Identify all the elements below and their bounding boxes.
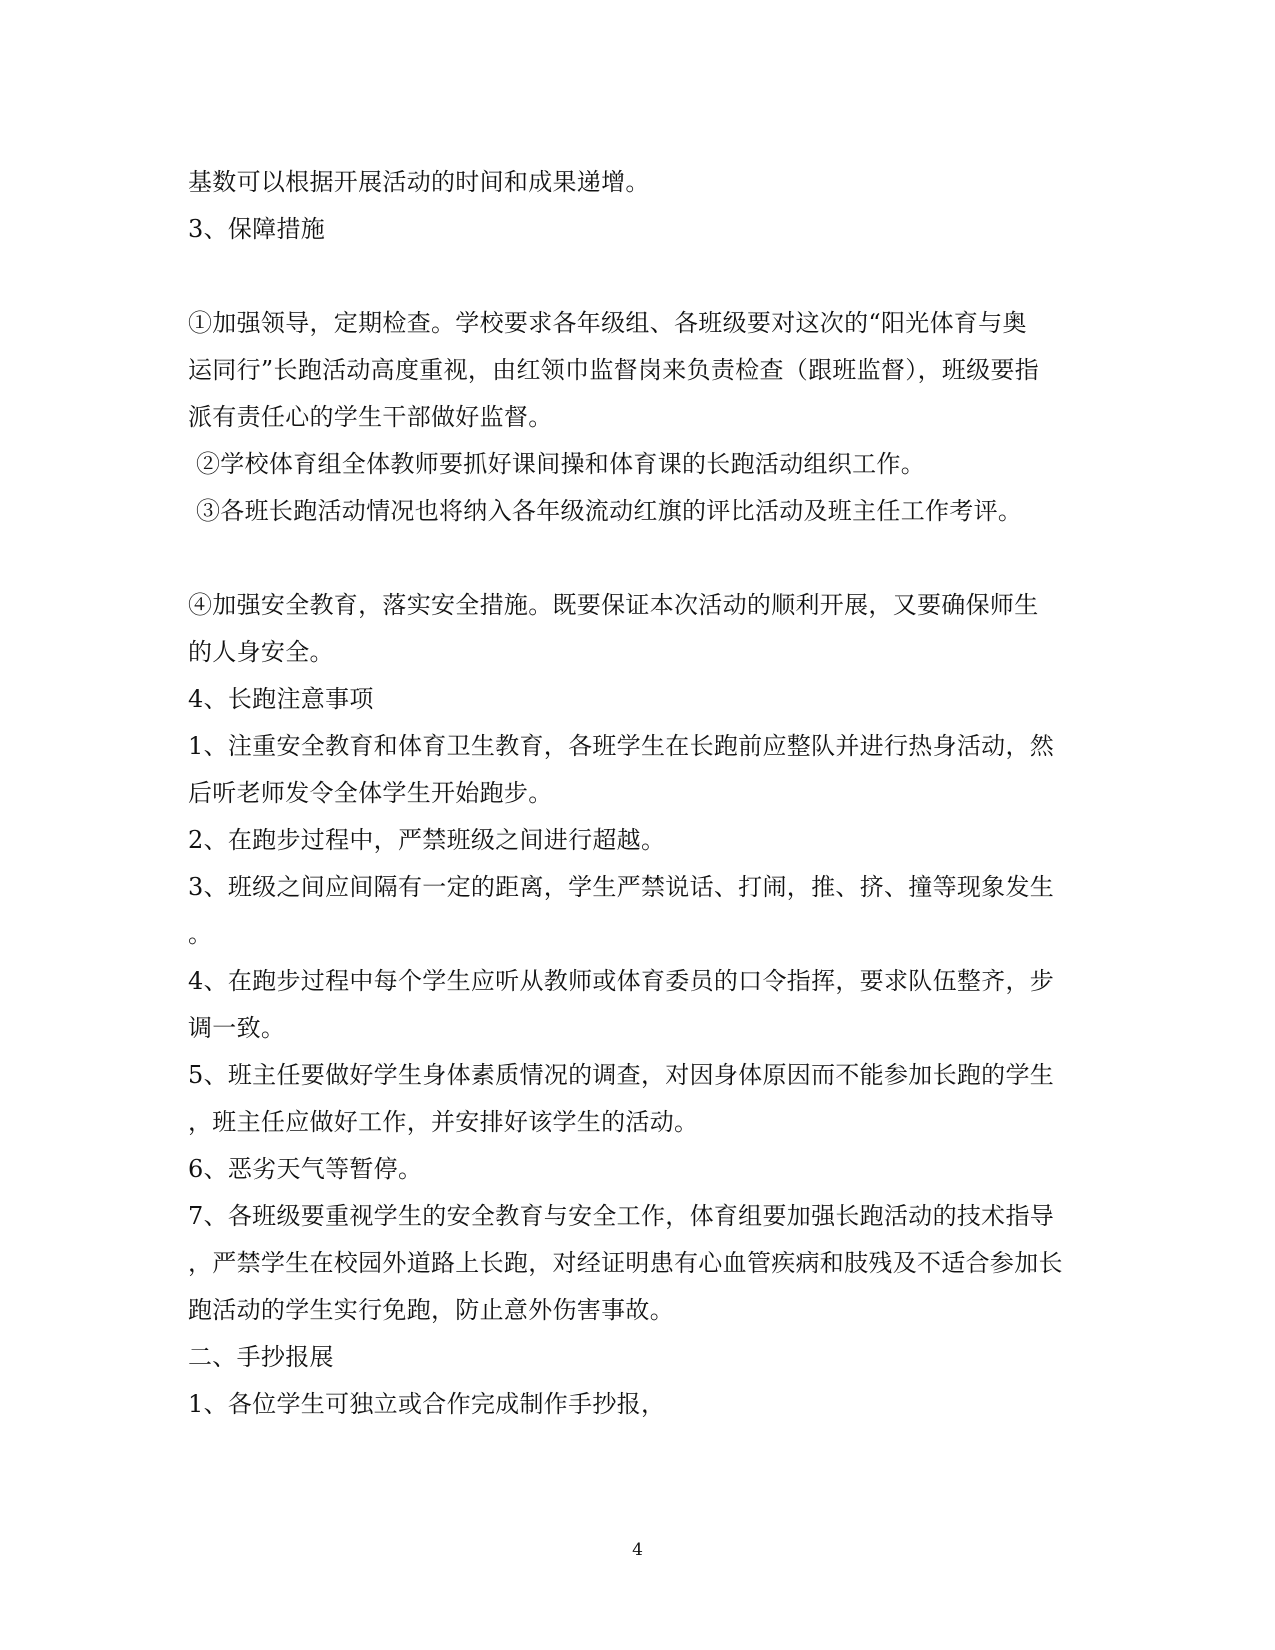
text-line: 。	[188, 920, 213, 948]
text-line: 派有责任心的学生干部做好监督。	[188, 403, 553, 431]
text-line: ③各班长跑活动情况也将纳入各年级流动红旗的评比活动及班主任工作考评。	[196, 497, 1023, 525]
section-heading: 二、手抄报展	[188, 1343, 334, 1371]
text-line: 后听老师发令全体学生开始跑步。	[188, 779, 553, 807]
text-line: 基数可以根据开展活动的时间和成果递增。	[188, 168, 650, 196]
text-line: ①加强领导，定期检查。学校要求各年级组、各班级要对这次的“阳光体育与奥	[188, 309, 1027, 337]
text-line: 2、在跑步过程中，严禁班级之间进行超越。	[188, 826, 666, 854]
text-line: 1、注重安全教育和体育卫生教育，各班学生在长跑前应整队并进行热身活动，然	[188, 732, 1055, 760]
text-line: 跑活动的学生实行免跑，防止意外伤害事故。	[188, 1296, 674, 1324]
text-line: 3、班级之间应间隔有一定的距离，学生严禁说话、打闹，推、挤、撞等现象发生	[188, 873, 1055, 901]
text-line: ，严禁学生在校园外道路上长跑，对经证明患有心血管疾病和肢残及不适合参加长	[188, 1249, 1063, 1277]
section-heading: 3、保障措施	[188, 215, 326, 243]
section-heading: 4、长跑注意事项	[188, 685, 374, 713]
text-line: 1、各位学生可独立或合作完成制作手抄报，	[188, 1390, 666, 1418]
text-line: 4、在跑步过程中每个学生应听从教师或体育委员的口令指挥，要求队伍整齐，步	[188, 967, 1055, 995]
page-number: 4	[632, 1540, 643, 1560]
text-line: 5、班主任要做好学生身体素质情况的调查，对因身体原因而不能参加长跑的学生	[188, 1061, 1055, 1089]
text-line: ②学校体育组全体教师要抓好课间操和体育课的长跑活动组织工作。	[196, 450, 925, 478]
text-line: 7、各班级要重视学生的安全教育与安全工作，体育组要加强长跑活动的技术指导	[188, 1202, 1055, 1230]
text-line: 的人身安全。	[188, 638, 334, 666]
text-line: 运同行”长跑活动高度重视，由红领巾监督岗来负责检查（跟班监督），班级要指	[188, 356, 1040, 384]
text-line: ④加强安全教育，落实安全措施。既要保证本次活动的顺利开展，又要确保师生	[188, 591, 1039, 619]
text-line: 调一致。	[188, 1014, 286, 1042]
text-line: ，班主任应做好工作，并安排好该学生的活动。	[188, 1108, 699, 1136]
text-line: 6、恶劣天气等暂停。	[188, 1155, 423, 1183]
